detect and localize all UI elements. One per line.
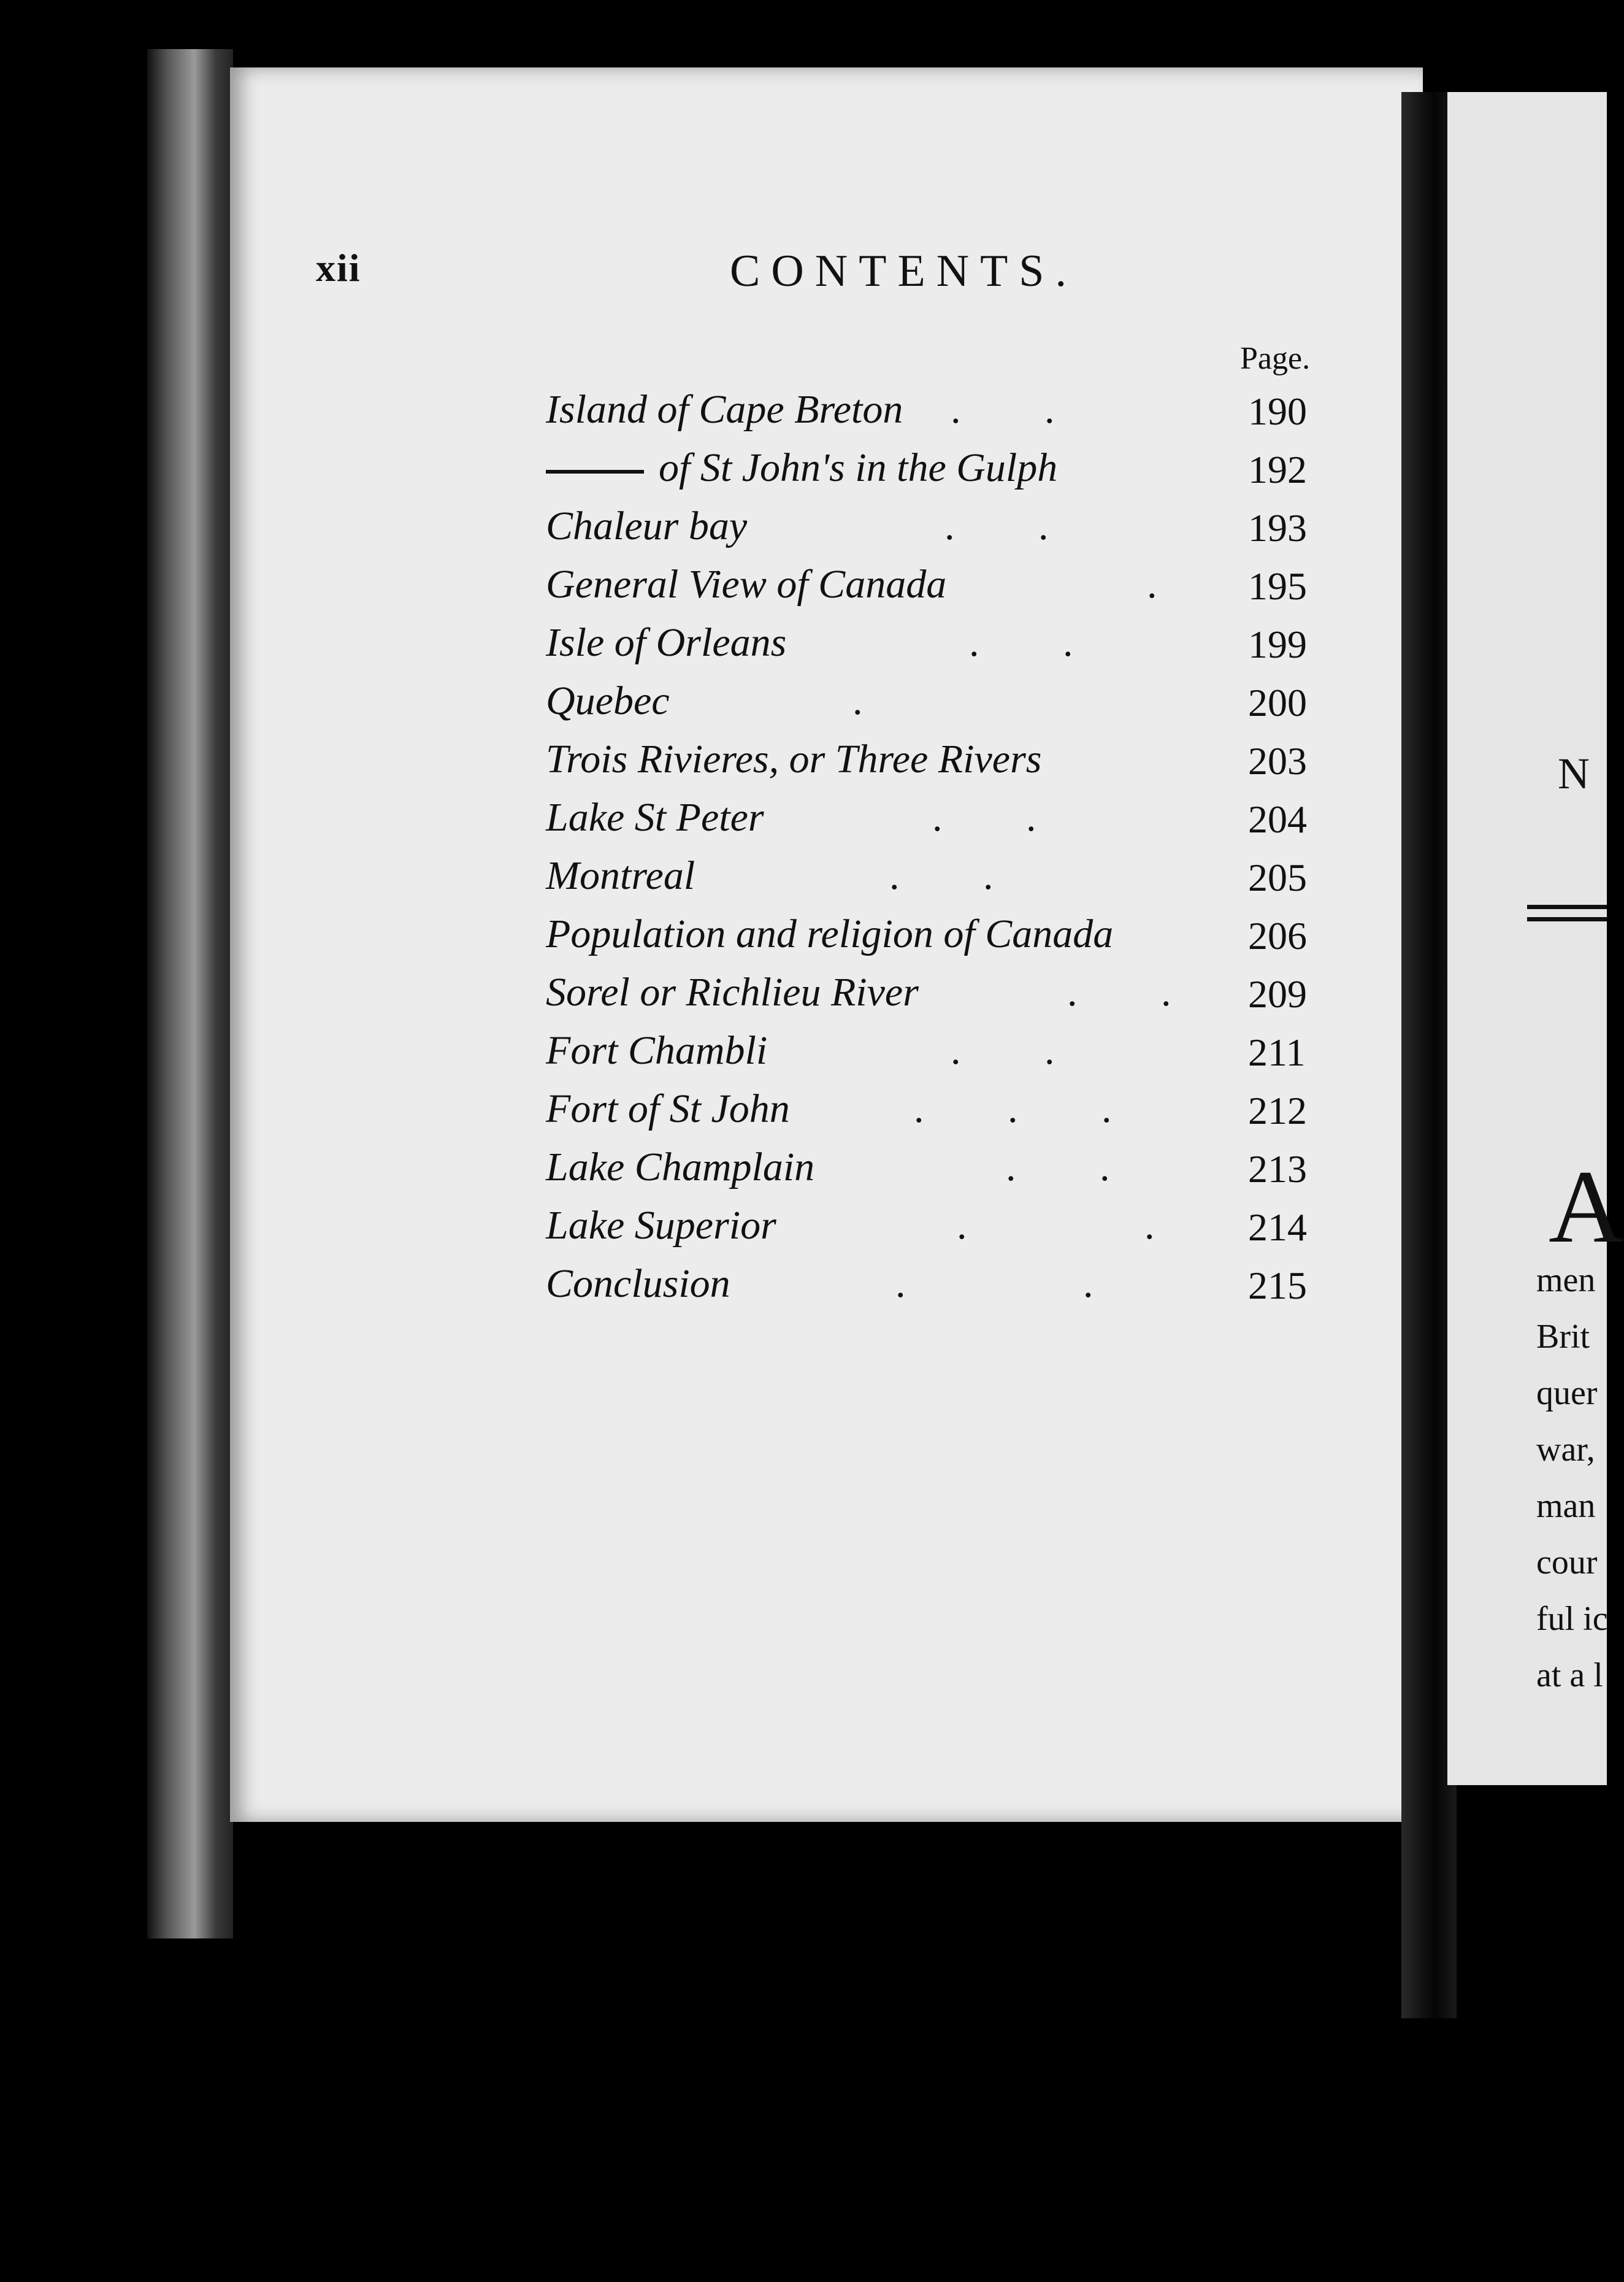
toc-entry-title: Trois Rivieres, or Three Rivers: [546, 737, 1042, 782]
toc-entry: [0, 911, 1411, 969]
toc-entry-title: Fort of St John: [546, 1086, 790, 1131]
leader-dots: . .: [889, 853, 1030, 898]
toc-entry: [0, 1144, 1411, 1202]
right-page-text: [1536, 1261, 1608, 1712]
folio-number: xii: [316, 246, 361, 290]
toc-entry-title: Montreal: [546, 853, 695, 898]
leader-dots: . .: [1067, 970, 1208, 1015]
toc-entry: [0, 969, 1411, 1028]
toc-entry-page: 213: [1248, 1147, 1307, 1191]
toc-entry-page: 212: [1248, 1089, 1307, 1132]
toc-entry-page: 215: [1248, 1264, 1307, 1307]
toc-entry-page: 214: [1248, 1205, 1307, 1249]
toc-entry-page: 190: [1248, 390, 1307, 433]
toc-entry-title: Lake St Peter: [546, 795, 764, 840]
toc-entry-title: Lake Superior: [546, 1203, 776, 1248]
toc-entry-title-row: [546, 445, 1057, 491]
toc-entry-title: Population and religion of Canada: [546, 912, 1114, 956]
ditto-dash: [546, 470, 644, 474]
text-line: man: [1536, 1487, 1596, 1525]
right-page-heading-fragment: N: [1558, 749, 1590, 798]
toc-entry: [0, 1086, 1411, 1144]
leader-dots: . . .: [914, 1086, 1149, 1131]
page-header: [0, 245, 1607, 319]
toc-entry-page: 205: [1248, 856, 1307, 899]
leader-dots: . .: [1006, 1145, 1147, 1189]
toc-entry: [0, 503, 1411, 561]
leader-dots: .: [852, 678, 900, 723]
toc-entry: [0, 1202, 1411, 1261]
text-line: war,: [1536, 1431, 1595, 1469]
leader-dots: . .: [969, 620, 1110, 665]
toc-entry: [0, 736, 1411, 794]
toc-entry-page: 206: [1248, 914, 1307, 958]
toc-entry: [0, 794, 1411, 853]
text-line: at a l: [1536, 1656, 1603, 1694]
page-title: CONTENTS.: [730, 246, 1078, 296]
toc-entry-title: Lake Champlain: [546, 1145, 815, 1189]
leader-dots: . .: [932, 795, 1073, 840]
toc-entry-page: 192: [1248, 448, 1307, 491]
toc-entry-title: Fort Chambli: [546, 1028, 768, 1073]
toc-entry-title: Chaleur bay: [546, 504, 748, 548]
toc-entry-page: 193: [1248, 506, 1307, 550]
double-rule-bottom: [1527, 917, 1607, 921]
toc-entry-page: 203: [1248, 739, 1307, 783]
toc-entry-page: 209: [1248, 972, 1307, 1016]
toc-entry-page: 199: [1248, 623, 1307, 666]
toc-entry-title: of St John's in the Gulph: [659, 445, 1058, 490]
toc-entry: [0, 561, 1411, 620]
toc-entry: [0, 678, 1411, 736]
toc-entry-title: Conclusion: [546, 1261, 730, 1306]
leader-dots: . .: [895, 1261, 1130, 1306]
toc-entry-title: Island of Cape Breton: [546, 387, 903, 432]
toc-entry-page: 211: [1248, 1031, 1306, 1074]
leader-dots: . .: [944, 504, 1086, 548]
drop-cap: A: [1549, 1149, 1624, 1264]
toc-entry-page: 195: [1248, 564, 1307, 608]
leader-dots: . .: [957, 1203, 1192, 1248]
toc-entry-title: Sorel or Richlieu River: [546, 970, 919, 1015]
leader-dots: .: [1147, 562, 1194, 607]
toc-entry-title: Quebec: [546, 678, 670, 723]
toc-entry: [0, 1028, 1411, 1086]
text-line: cour: [1536, 1543, 1598, 1581]
toc-entry-page: 200: [1248, 681, 1307, 724]
text-line: Brit: [1536, 1318, 1590, 1356]
text-line: ful ic: [1536, 1600, 1608, 1638]
text-line: quer: [1536, 1374, 1598, 1412]
toc-entry-page: 204: [1248, 797, 1307, 841]
text-line: men: [1536, 1261, 1596, 1299]
double-rule-top: [1527, 905, 1607, 909]
toc-entry-title: General View of Canada: [546, 562, 947, 607]
toc-entry: [0, 1261, 1411, 1319]
page-column-label: Page.: [1240, 341, 1311, 376]
toc-entry-title: Isle of Orleans: [546, 620, 787, 665]
toc-entry: [0, 386, 1411, 445]
toc-entry: [0, 445, 1411, 503]
toc-entry: [0, 853, 1411, 911]
leader-dots: . .: [951, 387, 1092, 432]
leader-dots: . .: [951, 1028, 1092, 1073]
toc-entry: [0, 620, 1411, 678]
